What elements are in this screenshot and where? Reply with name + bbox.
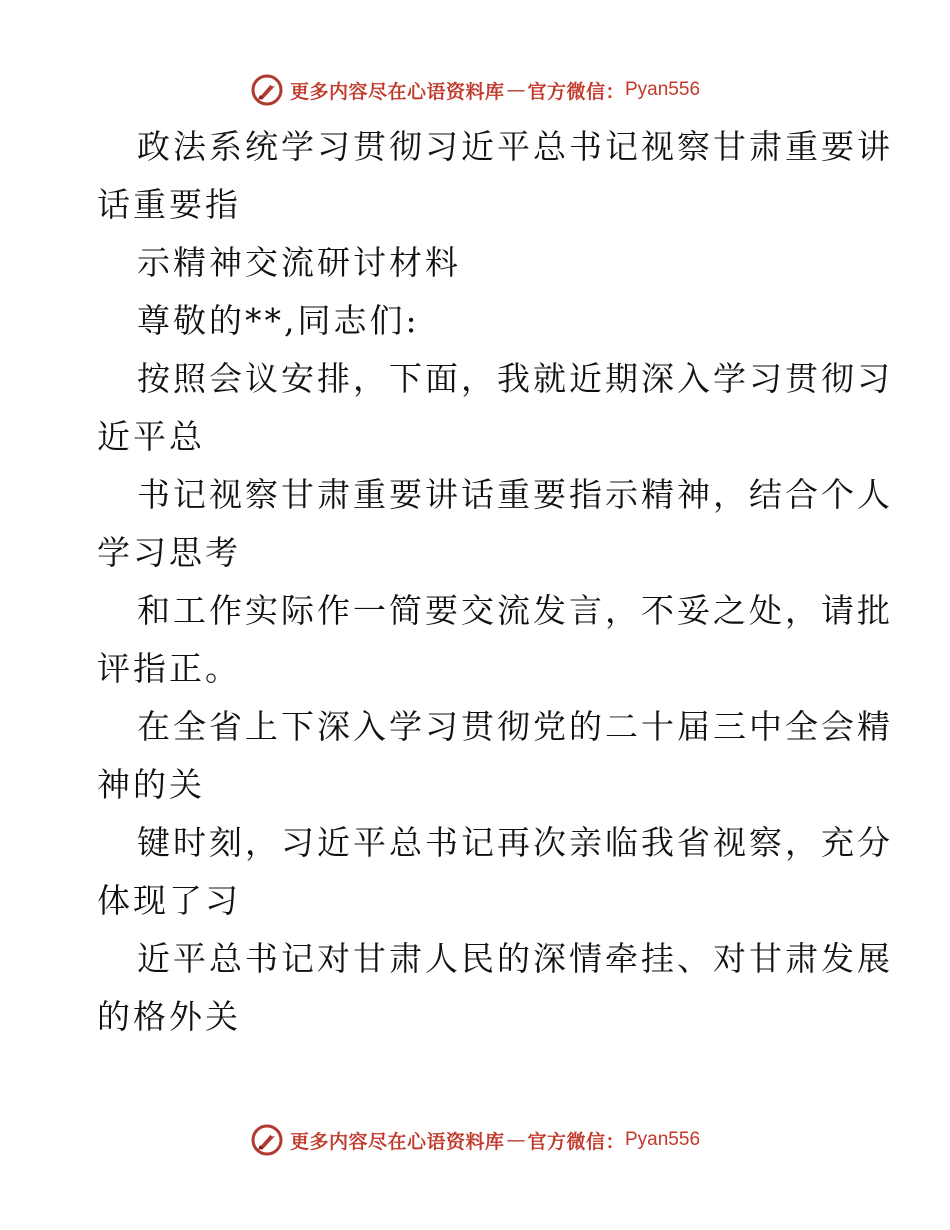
paragraph-line: 学习思考 — [97, 533, 241, 572]
pen-logo-icon — [250, 1123, 284, 1157]
paragraph-line: 和工作实际作一简要交流发言，不妥之处，请批 — [137, 591, 893, 630]
watermark-wechat-id: Pyan556 — [625, 79, 701, 100]
paragraph-line: 体现了习 — [97, 881, 241, 920]
watermark-main-text: 更多内容尽在心语资料库 — [289, 80, 505, 103]
paragraph-line: 近平总书记对甘肃人民的深情牵挂、对甘肃发展 — [137, 939, 893, 978]
header-watermark — [0, 70, 950, 110]
paragraph-line: 书记视察甘肃重要讲话重要指示精神，结合个人 — [137, 475, 893, 514]
watermark-official-label: 官方微信： — [527, 80, 625, 103]
paragraph-line: 评指正。 — [97, 649, 241, 688]
paragraph-line: 按照会议安排，下面，我就近期深入学习贯彻习 — [137, 359, 893, 398]
watermark-official-label: 官方微信： — [527, 1130, 625, 1153]
paragraph-line: 在全省上下深入学习贯彻党的二十届三中全会精 — [137, 707, 893, 746]
title-line-1: 政法系统学习贯彻习近平总书记视察甘肃重要讲 — [137, 127, 893, 166]
pen-logo-icon — [250, 73, 284, 107]
document-body — [97, 118, 893, 1046]
footer-watermark — [0, 1120, 950, 1160]
paragraph-line: 神的关 — [97, 765, 205, 804]
watermark-separator: — — [506, 1129, 526, 1151]
salutation: 尊敬的**,同志们: — [137, 301, 420, 340]
watermark-separator: — — [506, 79, 526, 101]
watermark-main-text: 更多内容尽在心语资料库 — [289, 1130, 505, 1153]
paragraph-line: 近平总 — [97, 417, 205, 456]
title-line-3: 示精神交流研讨材料 — [137, 243, 461, 282]
paragraph-line: 的格外关 — [97, 997, 241, 1036]
watermark-wechat-id: Pyan556 — [625, 1129, 701, 1150]
title-line-2: 话重要指 — [97, 185, 241, 224]
paragraph-line: 键时刻，习近平总书记再次亲临我省视察，充分 — [137, 823, 893, 862]
